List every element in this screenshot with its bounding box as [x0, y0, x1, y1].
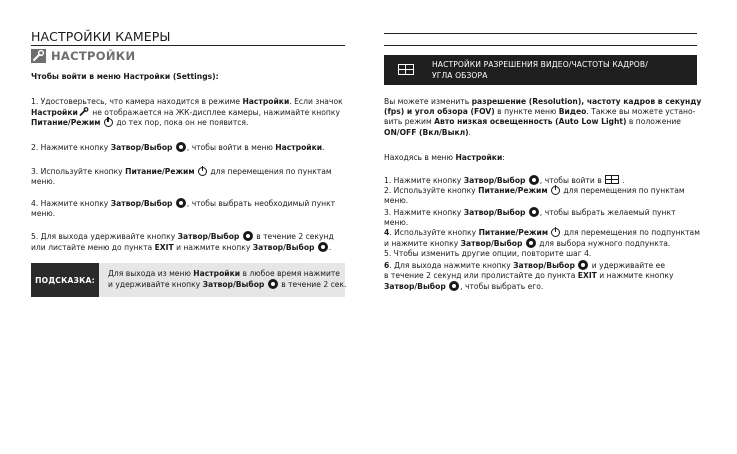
top-rule — [384, 33, 697, 34]
shutter-select-icon — [318, 242, 328, 252]
title-rule — [31, 45, 345, 46]
video-grid-icon — [605, 175, 619, 184]
hint-label: ПОДСКАЗКА: — [31, 263, 99, 297]
shutter-select-icon — [449, 281, 459, 291]
intro-paragraph: Вы можете изменить разрешение (Resolution), частоту кадров в секунду (fps) и угол обзора (FOV) в пункте меню Видео. Также вы можете устано- вить режим Авто низкая освещенность (Auto Low Light) в положение ON/OFF (Вкл/Выкл). — [384, 97, 702, 137]
page-title: НАСТРОЙКИ КАМЕРЫ — [31, 29, 171, 44]
wrench-icon — [31, 49, 46, 63]
power-mode-icon — [551, 228, 560, 237]
shutter-select-icon — [578, 260, 588, 270]
step-4: 4. Нажмите кнопку Затвор/Выбор , чтобы выбрать необходимый пункт меню. — [31, 199, 336, 219]
context-text: Находясь в меню Настройки: — [384, 153, 505, 162]
hint-text: Для выхода из меню Настройки в любое время нажмите и удерживайте кнопку Затвор/Выбор в течение 2 сек. — [108, 269, 347, 289]
steps-list: 1. Нажмите кнопку Затвор/Выбор , чтобы войти в . 2. Используйте кнопку Питание/Режим для перемещения по пунктам меню. 3. Нажмите кнопку Затвор/Выбор , чтобы выбрать желаемый пункт меню. 4. Используйте кнопку Питание/Режим для перемещения по подпунктам и нажмите кнопку Затвор/Выбор для выбора нужного подпункта. 5. Чтобы изменить другие опции, повторите шаг 4. 6. Для выхода нажмите кнопку Затвор/Выбор и удерживайте ее в течение 2 секунд или пролистайте до пункта EXIT и нажмите кнопку Затвор/Выбор , чтобы выбрать его. — [384, 176, 700, 292]
shutter-select-icon — [176, 198, 186, 208]
step-1: 1. Удостоверьтесь, что камера находится в режиме Настройки. Если значок Настройки не отображается на ЖК-дисплее камеры, нажимайте кнопку Питание/Режим до тех пор, пока он не появится. — [31, 97, 343, 128]
power-mode-icon — [104, 118, 113, 127]
section-banner — [384, 55, 697, 85]
section-heading — [31, 49, 135, 63]
shutter-select-icon — [529, 207, 539, 217]
wrench-icon — [79, 107, 89, 116]
title-rule — [384, 45, 697, 46]
shutter-select-icon — [243, 231, 253, 241]
shutter-select-icon — [526, 238, 536, 248]
section-title: НАСТРОЙКИ — [51, 49, 136, 63]
power-mode-icon — [198, 167, 207, 176]
shutter-select-icon — [529, 175, 539, 185]
step-5: 5. Для выхода удерживайте кнопку Затвор/Выбор в течение 2 секунд или листайте меню до пункта EXIT и нажмите кнопку Затвор/Выбор . — [31, 232, 334, 253]
step-3: 3. Используйте кнопку Питание/Режим для перемещения по пунктам меню. — [31, 167, 332, 187]
power-mode-icon — [551, 186, 560, 195]
shutter-select-icon — [268, 279, 278, 289]
shutter-select-icon — [176, 142, 186, 152]
intro-text: Чтобы войти в меню Настройки (Settings): — [31, 72, 219, 81]
hint-box — [31, 263, 345, 297]
banner-title: НАСТРОЙКИ РАЗРЕШЕНИЯ ВИДЕО/ЧАСТОТЫ КАДРОВ/ УГЛА ОБЗОРА — [432, 60, 648, 80]
video-grid-icon — [398, 64, 414, 75]
step-2: 2. Нажмите кнопку Затвор/Выбор , чтобы войти в меню Настройки. — [31, 143, 325, 152]
